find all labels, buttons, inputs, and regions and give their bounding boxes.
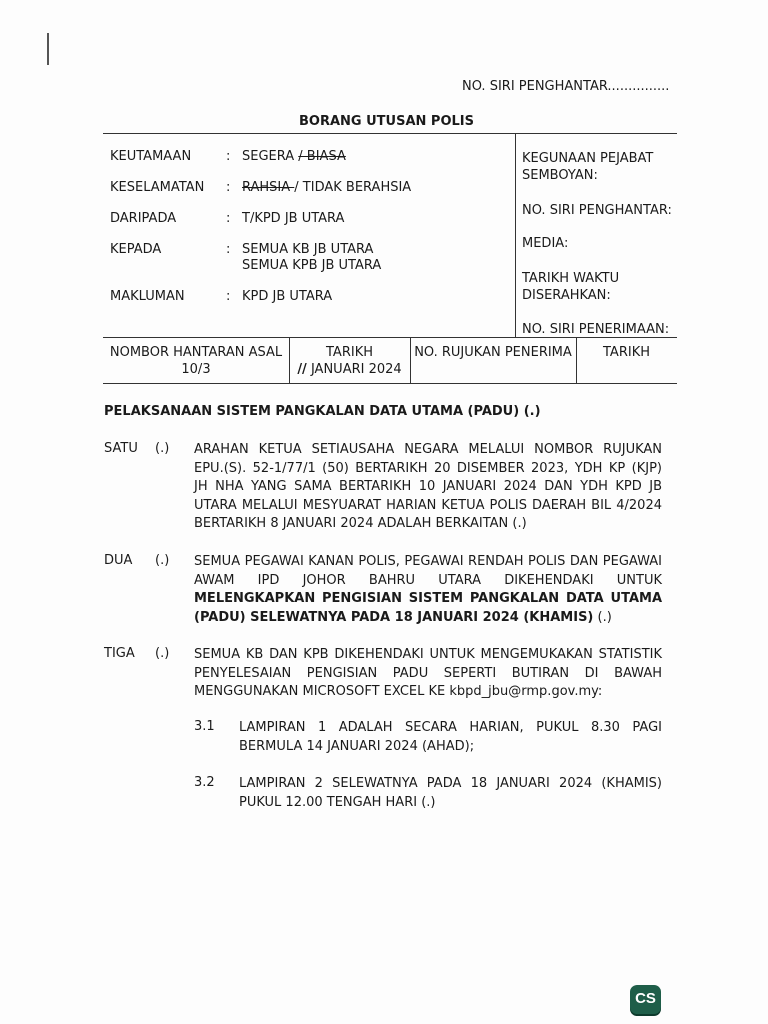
para-line: JH NHA YANG SAMA BERTARIKH 10 JANUARI 2024 DAN YDH KPD JB bbox=[194, 479, 662, 494]
para-line: BERMULA 14 JANUARI 2024 (AHAD); bbox=[239, 738, 475, 754]
value-kepada-2: SEMUA KPB JB UTARA bbox=[242, 258, 382, 273]
para-tiga-label: TIGA bbox=[104, 646, 135, 661]
colon: : bbox=[226, 211, 231, 226]
para-line: EPU.(S). 52-1/77/1 (50) BERTARIKH 20 DISEMBER 2023, YDH KP (KJP) bbox=[194, 460, 662, 476]
label-daripada: DARIPADA bbox=[110, 211, 177, 226]
ref-tarikh-day: // bbox=[297, 362, 307, 377]
ref-nombor-value: 10/3 bbox=[181, 362, 211, 377]
camscanner-logo-text: CS bbox=[635, 990, 656, 1007]
margin-mark bbox=[47, 33, 49, 65]
para-line bbox=[194, 609, 662, 628]
office-tarikh-2: DISERAHKAN: bbox=[522, 288, 611, 303]
keselamatan-selected: / TIDAK BERAHSIA bbox=[294, 180, 412, 195]
ref-row-top-rule bbox=[103, 337, 677, 338]
item-32-num: 3.2 bbox=[194, 775, 215, 790]
keselamatan-struck: RAHSIA bbox=[242, 180, 295, 195]
office-tarikh-1: TARIKH WAKTU bbox=[522, 271, 620, 286]
label-kepada: KEPADA bbox=[110, 242, 162, 257]
colon: : bbox=[226, 180, 231, 195]
ref-nombor-label: NOMBOR HANTARAN ASAL bbox=[109, 345, 283, 360]
colon: : bbox=[226, 242, 231, 257]
ref-row-bottom-rule bbox=[103, 383, 677, 384]
value-keutamaan bbox=[242, 149, 346, 164]
office-siri-penerimaan: NO. SIRI PENERIMAAN: bbox=[522, 322, 670, 337]
label-makluman: MAKLUMAN bbox=[110, 289, 185, 304]
colon: : bbox=[226, 149, 231, 164]
value-keselamatan bbox=[242, 180, 411, 195]
item-31-text bbox=[239, 719, 662, 756]
ref-divider-3 bbox=[576, 337, 577, 383]
camscanner-logo bbox=[630, 985, 661, 1014]
para-line: ARAHAN KETUA SETIAUSAHA NEGARA MELALUI NOMBOR RUJUKAN bbox=[194, 442, 662, 457]
para-line: UTARA MELALUI MESYUARAT HARIAN KETUA POLIS DAERAH BIL 4/2024 bbox=[194, 497, 662, 513]
ref-rujukan-label: NO. RUJUKAN PENERIMA bbox=[414, 345, 572, 360]
para-line: MELENGKAPKAN PENGISIAN SISTEM PANGKALAN DATA UTAMA bbox=[194, 591, 662, 606]
item-31-num: 3.1 bbox=[194, 719, 215, 734]
form-title: BORANG UTUSAN POLIS bbox=[299, 114, 474, 129]
office-media: MEDIA: bbox=[522, 236, 569, 251]
para-satu-mark: (.) bbox=[155, 441, 170, 456]
para-tiga-text bbox=[194, 646, 662, 702]
para-satu-label: SATU bbox=[104, 441, 138, 456]
office-siri-penghantar: NO. SIRI PENGHANTAR: bbox=[522, 203, 672, 218]
para-dua-text bbox=[194, 553, 662, 627]
keutamaan-struck: / BIASA bbox=[298, 149, 346, 164]
item-32-text bbox=[239, 775, 662, 812]
table-top-rule bbox=[103, 133, 677, 134]
para-line: LAMPIRAN 2 SELEWATNYA PADA 18 JANUARI 2024 (KHAMIS) bbox=[239, 776, 662, 791]
label-keselamatan: KESELAMATAN bbox=[110, 180, 205, 195]
ref-tarikh-month: JANUARI 2024 bbox=[310, 362, 402, 377]
office-column-divider bbox=[515, 133, 516, 338]
para-end-mark: (.) bbox=[593, 609, 612, 625]
para-line: PENYELESAIAN PENGISIAN PADU SEPERTI BUTIRAN DI BAWAH bbox=[194, 665, 662, 681]
para-line: MENGGUNAKAN MICROSOFT EXCEL KE kbpd_jbu@rmp.gov.my: bbox=[194, 684, 603, 699]
para-line: SEMUA PEGAWAI KANAN POLIS, PEGAWAI RENDAH POLIS DAN PEGAWAI bbox=[194, 554, 662, 569]
para-line: SEMUA KB DAN KPB DIKEHENDAKI UNTUK MENGEMUKAKAN STATISTIK bbox=[194, 647, 662, 662]
value-daripada: T/KPD JB UTARA bbox=[242, 211, 345, 226]
value-makluman: KPD JB UTARA bbox=[242, 289, 333, 304]
deadline-text: (PADU) SELEWATNYA PADA 18 JANUARI 2024 (KHAMIS) bbox=[194, 609, 594, 625]
para-line: AWAM IPD JOHOR BAHRU UTARA DIKEHENDAKI UNTUK bbox=[194, 572, 662, 588]
subject-heading: PELAKSANAAN SISTEM PANGKALAN DATA UTAMA (PADU) (.) bbox=[104, 404, 541, 419]
para-dua-label: DUA bbox=[104, 553, 133, 568]
para-line: PUKUL 12.00 TENGAH HARI (.) bbox=[239, 794, 436, 810]
para-line: LAMPIRAN 1 ADALAH SECARA HARIAN, PUKUL 8.30 PAGI bbox=[239, 720, 662, 735]
keutamaan-selected: SEGERA bbox=[242, 149, 299, 164]
para-satu-text bbox=[194, 441, 662, 534]
ref-divider-2 bbox=[410, 337, 411, 383]
ref-tarikh2-label: TARIKH bbox=[603, 345, 650, 360]
colon: : bbox=[226, 289, 231, 304]
office-kegunaan-1: KEGUNAAN PEJABAT bbox=[522, 151, 654, 166]
label-keutamaan: KEUTAMAAN bbox=[110, 149, 192, 164]
office-kegunaan-2: SEMBOYAN: bbox=[522, 168, 598, 183]
para-tiga-mark: (.) bbox=[155, 646, 170, 661]
siri-penghantar-header: NO. SIRI PENGHANTAR............... bbox=[462, 79, 670, 94]
ref-tarikh-value bbox=[289, 362, 410, 377]
para-dua-mark: (.) bbox=[155, 553, 170, 568]
ref-tarikh-label: TARIKH bbox=[326, 345, 373, 360]
value-kepada-1: SEMUA KB JB UTARA bbox=[242, 242, 374, 257]
para-line: BERTARIKH 8 JANUARI 2024 ADALAH BERKAITAN (.) bbox=[194, 516, 527, 531]
